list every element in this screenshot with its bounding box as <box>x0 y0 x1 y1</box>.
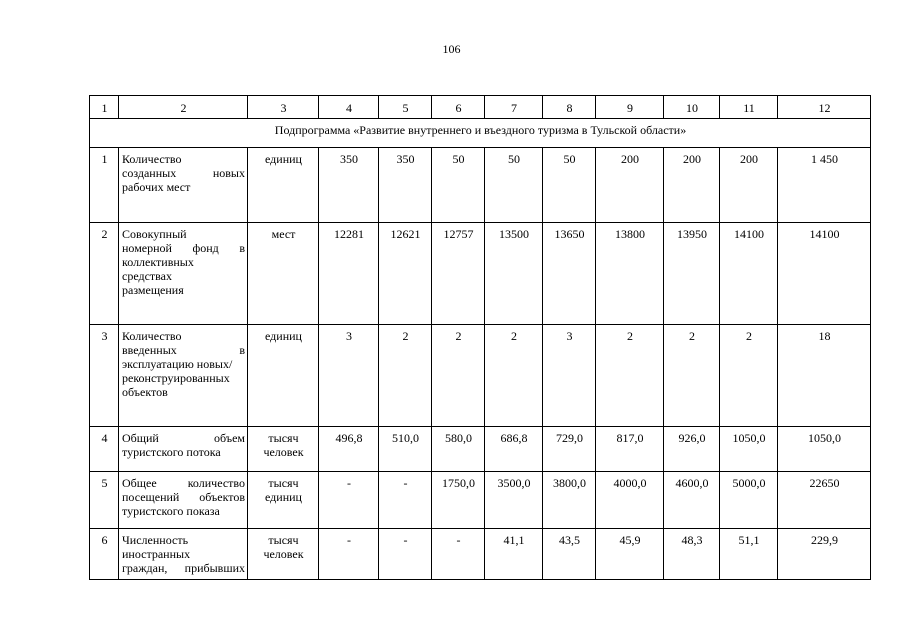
indicator-name-line: размещения <box>122 283 184 297</box>
unit-line: тысяч <box>268 431 299 445</box>
unit-line: тысяч <box>268 533 299 547</box>
year-value: 50 <box>432 148 485 223</box>
column-header: 6 <box>432 96 485 119</box>
row-number: 4 <box>90 427 119 472</box>
column-header: 9 <box>596 96 664 119</box>
indicator-name <box>119 148 248 223</box>
year-value: 51,1 <box>720 529 778 580</box>
indicator-name <box>119 325 248 427</box>
table-row <box>90 427 871 472</box>
total-value: 229,9 <box>778 529 871 580</box>
year-value: 2 <box>596 325 664 427</box>
year-value: 13650 <box>543 223 596 325</box>
unit-of-measure <box>248 148 319 223</box>
year-value: 350 <box>379 148 432 223</box>
year-value: 729,0 <box>543 427 596 472</box>
indicator-name-line: туристского показа <box>122 504 220 518</box>
unit-line: единиц <box>265 152 302 166</box>
year-value: 2 <box>485 325 543 427</box>
indicator-name-line: Численность <box>122 533 189 547</box>
year-value: 2 <box>432 325 485 427</box>
indicator-name-line: реконструированных <box>122 371 230 385</box>
indicator-name-line: созданных новых <box>122 166 245 180</box>
unit-of-measure <box>248 325 319 427</box>
year-value: - <box>379 472 432 529</box>
total-value: 18 <box>778 325 871 427</box>
year-value: 50 <box>485 148 543 223</box>
year-value: 12621 <box>379 223 432 325</box>
indicator-name-line: Количество <box>122 329 182 343</box>
row-number: 3 <box>90 325 119 427</box>
indicator-name <box>119 427 248 472</box>
year-value: 580,0 <box>432 427 485 472</box>
year-value: 43,5 <box>543 529 596 580</box>
year-value: 1750,0 <box>432 472 485 529</box>
indicator-name-line: Количество <box>122 152 182 166</box>
indicator-name-line: посещений объектов <box>122 490 245 504</box>
indicator-name-line: граждан, прибывших <box>122 561 245 575</box>
unit-line: тысяч <box>268 476 299 490</box>
indicator-name-line: Совокупный <box>122 227 187 241</box>
column-header: 1 <box>90 96 119 119</box>
column-header: 8 <box>543 96 596 119</box>
table-row <box>90 529 871 580</box>
unit-of-measure <box>248 529 319 580</box>
indicators-table <box>89 95 871 580</box>
year-value: 350 <box>319 148 379 223</box>
year-value: 2 <box>664 325 720 427</box>
year-value: 45,9 <box>596 529 664 580</box>
unit-line: мест <box>271 227 296 241</box>
page-number: 106 <box>442 42 461 56</box>
year-value: 14100 <box>720 223 778 325</box>
year-value: - <box>319 472 379 529</box>
year-value: - <box>379 529 432 580</box>
column-header: 12 <box>778 96 871 119</box>
year-value: 2 <box>720 325 778 427</box>
year-value: 13800 <box>596 223 664 325</box>
year-value: 3 <box>319 325 379 427</box>
row-number: 1 <box>90 148 119 223</box>
indicator-name <box>119 472 248 529</box>
indicator-name <box>119 529 248 580</box>
year-value: 686,8 <box>485 427 543 472</box>
column-header: 7 <box>485 96 543 119</box>
column-header: 2 <box>119 96 248 119</box>
total-value: 22650 <box>778 472 871 529</box>
year-value: 50 <box>543 148 596 223</box>
year-value: 926,0 <box>664 427 720 472</box>
indicator-name-line: иностранных <box>122 547 191 561</box>
unit-of-measure <box>248 427 319 472</box>
unit-of-measure <box>248 472 319 529</box>
year-value: 4000,0 <box>596 472 664 529</box>
unit-of-measure <box>248 223 319 325</box>
year-value: 3500,0 <box>485 472 543 529</box>
table-header-row <box>90 96 871 119</box>
column-header: 5 <box>379 96 432 119</box>
column-header: 10 <box>664 96 720 119</box>
year-value: 12281 <box>319 223 379 325</box>
indicator-name-line: средствах <box>122 269 173 283</box>
year-value: 12757 <box>432 223 485 325</box>
column-header: 3 <box>248 96 319 119</box>
indicator-name-line: коллективных <box>122 255 194 269</box>
indicator-name-line: рабочих мест <box>122 180 191 194</box>
year-value: 13500 <box>485 223 543 325</box>
year-value: 3 <box>543 325 596 427</box>
indicator-name-line: туристского потока <box>122 445 221 459</box>
unit-line: человек <box>263 547 304 561</box>
column-header: 11 <box>720 96 778 119</box>
indicator-name-line: эксплуатацию новых/ <box>122 357 233 371</box>
subprogram-title: Подпрограмма «Развитие внутреннего и въездного туризма в Тульской области» <box>90 119 871 148</box>
column-header: 4 <box>319 96 379 119</box>
indicator-name-line: номерной фонд в <box>122 241 245 255</box>
total-value: 14100 <box>778 223 871 325</box>
row-number: 5 <box>90 472 119 529</box>
indicator-name-line: Общее количество <box>122 476 245 490</box>
year-value: 2 <box>379 325 432 427</box>
year-value: 817,0 <box>596 427 664 472</box>
total-value: 1050,0 <box>778 427 871 472</box>
year-value: - <box>319 529 379 580</box>
indicator-name-line: введенных в <box>122 343 245 357</box>
total-value: 1 450 <box>778 148 871 223</box>
table-row <box>90 148 871 223</box>
table-row <box>90 223 871 325</box>
indicator-name-line: Общий объем <box>122 431 245 445</box>
indicator-name-line: объектов <box>122 385 168 399</box>
unit-line: человек <box>263 445 304 459</box>
year-value: 200 <box>664 148 720 223</box>
subprogram-row <box>90 119 871 148</box>
row-number: 2 <box>90 223 119 325</box>
year-value: 496,8 <box>319 427 379 472</box>
year-value: 13950 <box>664 223 720 325</box>
year-value: 3800,0 <box>543 472 596 529</box>
year-value: 200 <box>596 148 664 223</box>
table-row <box>90 325 871 427</box>
year-value: 1050,0 <box>720 427 778 472</box>
table-row <box>90 472 871 529</box>
year-value: 5000,0 <box>720 472 778 529</box>
year-value: - <box>432 529 485 580</box>
year-value: 48,3 <box>664 529 720 580</box>
indicator-name <box>119 223 248 325</box>
unit-line: единиц <box>265 490 302 504</box>
row-number: 6 <box>90 529 119 580</box>
year-value: 200 <box>720 148 778 223</box>
unit-line: единиц <box>265 329 302 343</box>
year-value: 4600,0 <box>664 472 720 529</box>
year-value: 41,1 <box>485 529 543 580</box>
year-value: 510,0 <box>379 427 432 472</box>
